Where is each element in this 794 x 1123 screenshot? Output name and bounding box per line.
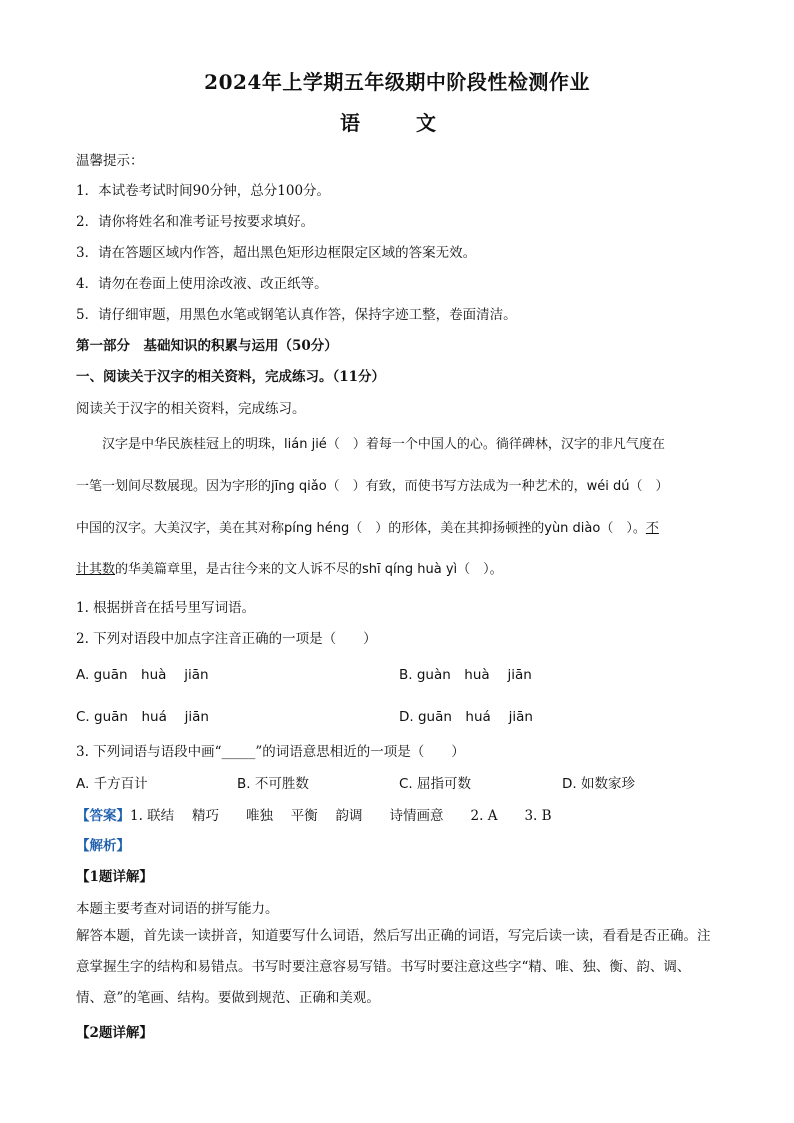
detail-2-label: 【2题详解】 — [76, 1025, 153, 1041]
q3-option-b: B. 不可胜数 — [237, 776, 309, 792]
q2-option-c: C. guān huá jiān — [76, 709, 209, 725]
q2-option-b: B. guàn huà jiān — [399, 667, 532, 683]
answer-text: 1. 联结 精巧 唯独 平衡 韵调 诗情画意 2. A 3. B — [130, 808, 552, 824]
pinyin: wéi dú — [586, 479, 630, 494]
pinyin: yùn diào — [544, 521, 601, 536]
tips-heading: 温馨提示： — [76, 153, 144, 169]
answer-line — [76, 804, 552, 824]
pinyin: lián jié — [284, 437, 327, 452]
q3-option-a: A. 千方百计 — [76, 776, 148, 792]
question-2: 2. 下列对语段中加点字注音正确的一项是（ ） — [76, 631, 377, 647]
q3-option-c: C. 屈指可数 — [399, 776, 472, 792]
passage-line: 一笔一划间尽数展现。因为字形的jīng qiǎo（ ）有致，而使书写方法成为一种艺术的，wéi dú（ ） — [76, 479, 669, 494]
pinyin: jīng qiǎo — [271, 479, 327, 494]
underlined-word: 不 — [645, 521, 659, 536]
part-heading: 第一部分 基础知识的积累与运用（50分） — [76, 338, 338, 354]
answer-label: 【答案】 — [76, 808, 130, 824]
tip-item: 2．请你将姓名和准考证号按要求填好。 — [76, 214, 315, 230]
detail-1-intro: 本题主要考查对词语的拼写能力。 — [76, 901, 279, 917]
detail-1-body: 解答本题，首先读一读拼音，知道要写什么词语，然后写出正确的词语，写完后读一读，看看是否正确。注意掌握生字的结构和易错点。书写时要注意容易写错。书写时要注意这些字“精、唯、独、衡、韵、调、情、意”的笔画、结构。要做到规范、正确和美观。 — [76, 928, 711, 1006]
section-intro: 阅读关于汉字的相关资料，完成练习。 — [76, 401, 306, 417]
q3-option-d: D. 如数家珍 — [562, 776, 635, 792]
tip-item: 1．本试卷考试时间90分钟，总分100分。 — [76, 183, 331, 199]
passage-line: 中国的汉字。大美汉字，美在其对称píng héng（ ）的形体，美在其抑扬顿挫的yùn diào（ ）。不 — [76, 521, 659, 536]
q2-option-d: D. guān huá jiān — [399, 709, 533, 725]
question-1: 1. 根据拼音在括号里写词语。 — [76, 600, 256, 616]
q2-option-a: A. guān huà jiān — [76, 667, 209, 683]
detail-1-label: 【1题详解】 — [76, 869, 153, 885]
underlined-word: 计其数 — [76, 562, 116, 577]
pinyin: shī qíng huà yì — [362, 562, 458, 577]
section-heading: 一、阅读关于汉字的相关资料，完成练习。（11分） — [76, 369, 386, 385]
tip-item: 5．请仔细审题，用黑色水笔或钢笔认真作答，保持字迹工整，卷面清洁。 — [76, 307, 517, 323]
analysis-label: 【解析】 — [76, 838, 130, 854]
tip-item: 4．请勿在卷面上使用涂改液、改正纸等。 — [76, 276, 328, 292]
page-title: 2024年上学期五年级期中阶段性检测作业 — [204, 70, 590, 94]
question-3: 3. 下列词语与语段中画“_____”的词语意思相近的一项是（ ） — [76, 744, 465, 760]
passage-line: 计其数的华美篇章里，是古往今来的文人诉不尽的shī qíng huà yì（ ）。 — [76, 562, 503, 577]
tip-item: 3．请在答题区域内作答，超出黑色矩形边框限定区域的答案无效。 — [76, 245, 477, 261]
pinyin: píng héng — [284, 521, 350, 536]
subject-title: 语 文 — [340, 111, 454, 135]
passage-line: 汉字是中华民族桂冠上的明珠，lián jié（ ）着每一个中国人的心。徜徉碑林，汉字的非凡气度在 — [102, 437, 665, 452]
